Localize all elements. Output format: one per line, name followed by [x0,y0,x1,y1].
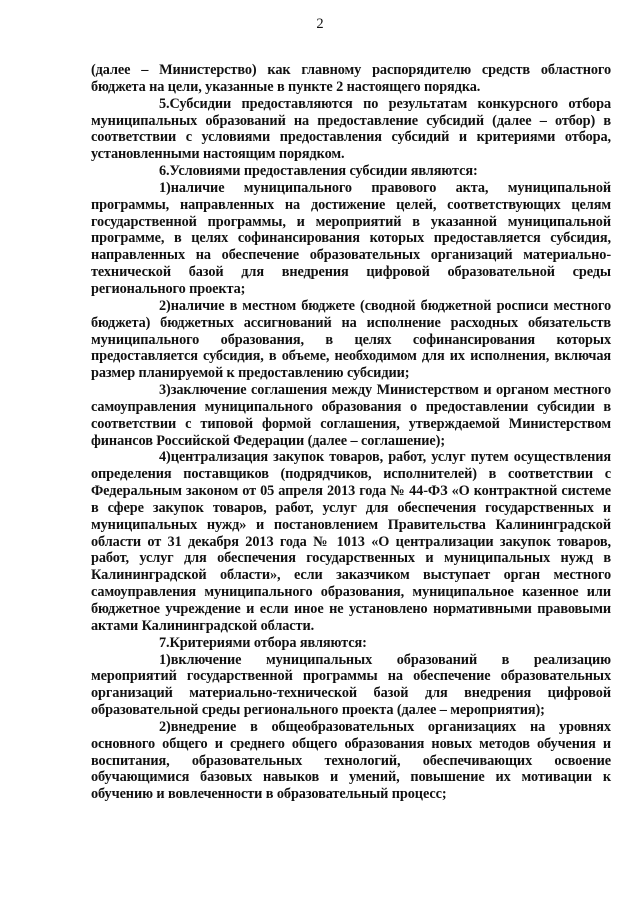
item-number: 3) [159,382,171,399]
paragraph-text: Критериями отбора являются: [169,634,367,651]
paragraph-item-6 [91,163,611,180]
item-number: 2) [159,718,171,735]
paragraph-subitem-6-2 [91,298,611,382]
item-number: 1) [159,179,171,196]
paragraph-subitem-6-4 [91,449,611,634]
paragraph-text: включение муниципальных образований в реализацию мероприятий государственной программы на обеспечение образовательных организаций материально-технической базой для внедрения цифровой образовательной среды регионального проекта (далее – мероприятия); [91,651,611,719]
item-number: 1) [159,651,171,668]
paragraph-subitem-6-3 [91,382,611,449]
item-number: 6. [159,163,170,180]
paragraph-continuation [91,62,611,96]
item-number: 5. [159,95,170,112]
item-number: 7. [159,634,170,651]
paragraph-text: заключение соглашения между Министерством и органом местного самоуправления муниципального образования о предоставлении субсидии в соответствии с типовой формой соглашения, утверждаемой Министерством финансов Российской Федерации (далее – соглашение); [91,382,611,449]
paragraph-subitem-7-2 [91,719,611,803]
document-body [91,62,611,803]
page-number: 2 [316,16,324,32]
paragraph-item-5 [91,96,611,163]
paragraph-text: наличие муниципального правового акта, муниципальной программы, направленных на достижение целей, соответствующих целям государственной программы, и мероприятий в указанной муниципальной программе, в целях софинансирования которых предоставляется субсидия, направленных на обеспечение образовательных организаций материально-технической базой для внедрения цифровой образовательной среды регионального проекта; [91,179,611,297]
paragraph-text: централизация закупок товаров, работ, услуг путем осуществления определения поставщиков (подрядчиков, исполнителей) в соответствии с Федеральным законом от 05 апреля 2013 года № 44-ФЗ «О контрактной системе в сфере закупок товаров, работ, услуг для обеспечения государственных и муниципальных нужд» и постановлением Правительства Калининградской области от 31 декабря 2013 года № 1013 «О централизации закупок товаров, работ, услуг для обеспечения государственных и муниципальных нужд в Калининградской области», если заказчиком выступает орган местного самоуправления муниципального образования, муниципальное казенное или бюджетное учреждение и если иное не установлено нормативными правовыми актами Калининградской области. [91,449,611,634]
paragraph-subitem-6-1 [91,180,611,298]
item-number: 4) [159,449,171,466]
paragraph-text: внедрение в общеобразовательных организациях на уровнях основного общего и среднего общего образования новых методов обучения и воспитания, образовательных технологий, обеспечивающих освоение обучающимися базовых навыков и умений, повышение их мотивации к обучению и вовлеченности в образовательный процесс; [91,718,611,803]
item-number: 2) [159,297,171,314]
paragraph-subitem-7-1 [91,652,611,719]
paragraph-text: наличие в местном бюджете (сводной бюджетной росписи местного бюджета) бюджетных ассигнований на исполнение расходных обязательств муниципального образования, в целях софинансирования которых предоставляется субсидия, в объеме, необходимом для их исполнения, включая размер планируемой к предоставлению субсидии; [91,297,611,382]
paragraph-item-7 [91,635,611,652]
paragraph-text: Субсидии предоставляются по результатам конкурсного отбора муниципальных образований на предоставление субсидий (далее – отбор) в соответствии с условиями предоставления субсидий и критериями отбора, установленными настоящим порядком. [91,95,611,163]
paragraph-text: Условиями предоставления субсидии являются: [169,163,478,180]
paragraph-text: (далее – Министерство) как главному распорядителю средств областного бюджета на цели, указанные в пункте 2 настоящего порядка. [91,62,611,95]
